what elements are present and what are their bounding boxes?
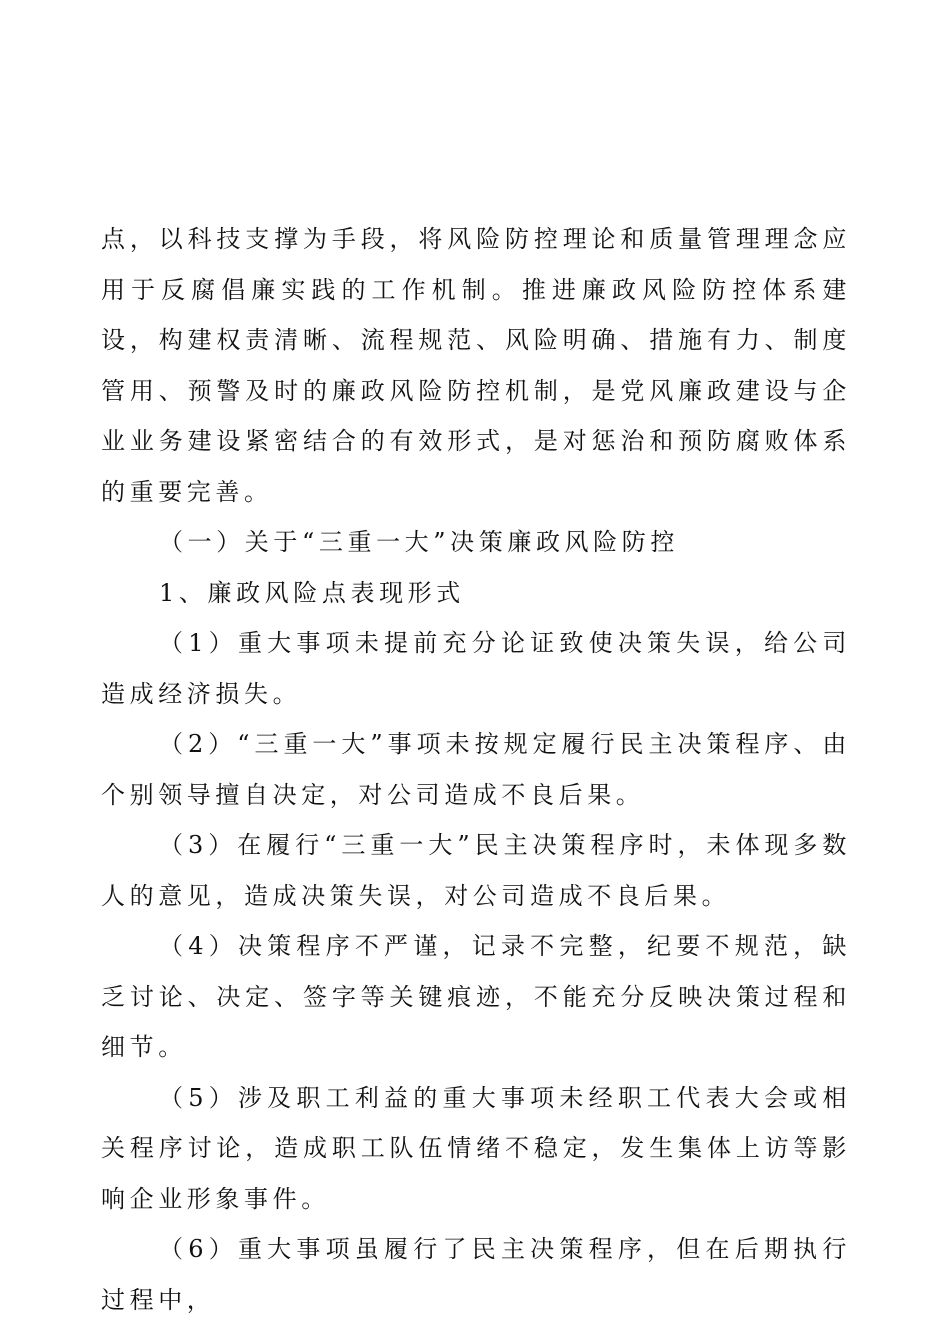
list-item-4: （4）决策程序不严谨，记录不完整，纪要不规范，缺乏讨论、决定、签字等关键痕迹，不能充分反映决策过程和细节。	[101, 932, 851, 1061]
list-item-1: （1）重大事项未提前充分论证致使决策失误，给公司造成经济损失。	[101, 629, 851, 708]
list-item-6: （6）重大事项虽履行了民主决策程序，但在后期执行过程中，	[101, 1235, 851, 1314]
list-item-5: （5）涉及职工利益的重大事项未经职工代表大会或相关程序讨论，造成职工队伍情绪不稳定，发生集体上访等影响企业形象事件。	[101, 1083, 851, 1213]
list-item-2: （2）“三重一大”事项未按规定履行民主决策程序、由个别领导擅自决定，对公司造成不良后果。	[101, 730, 851, 809]
list-item-3: （3）在履行“三重一大”民主决策程序时，未体现多数人的意见，造成决策失误，对公司造成不良后果。	[101, 831, 851, 910]
document-body	[101, 214, 851, 1325]
subsection-heading: 1、廉政风险点表现形式	[159, 578, 465, 607]
paragraph-continuation: 点，以科技支撑为手段，将风险防控理论和质量管理理念应用于反腐倡廉实践的工作机制。推进廉政风险防控体系建设，构建权责清晰、流程规范、风险明确、措施有力、制度管用、预警及时的廉政风险防控机制，是党风廉政建设与企业业务建设紧密结合的有效形式，是对惩治和预防腐败体系的重要完善。	[101, 225, 851, 506]
section-heading: （一）关于“三重一大”决策廉政风险防控	[159, 528, 679, 556]
